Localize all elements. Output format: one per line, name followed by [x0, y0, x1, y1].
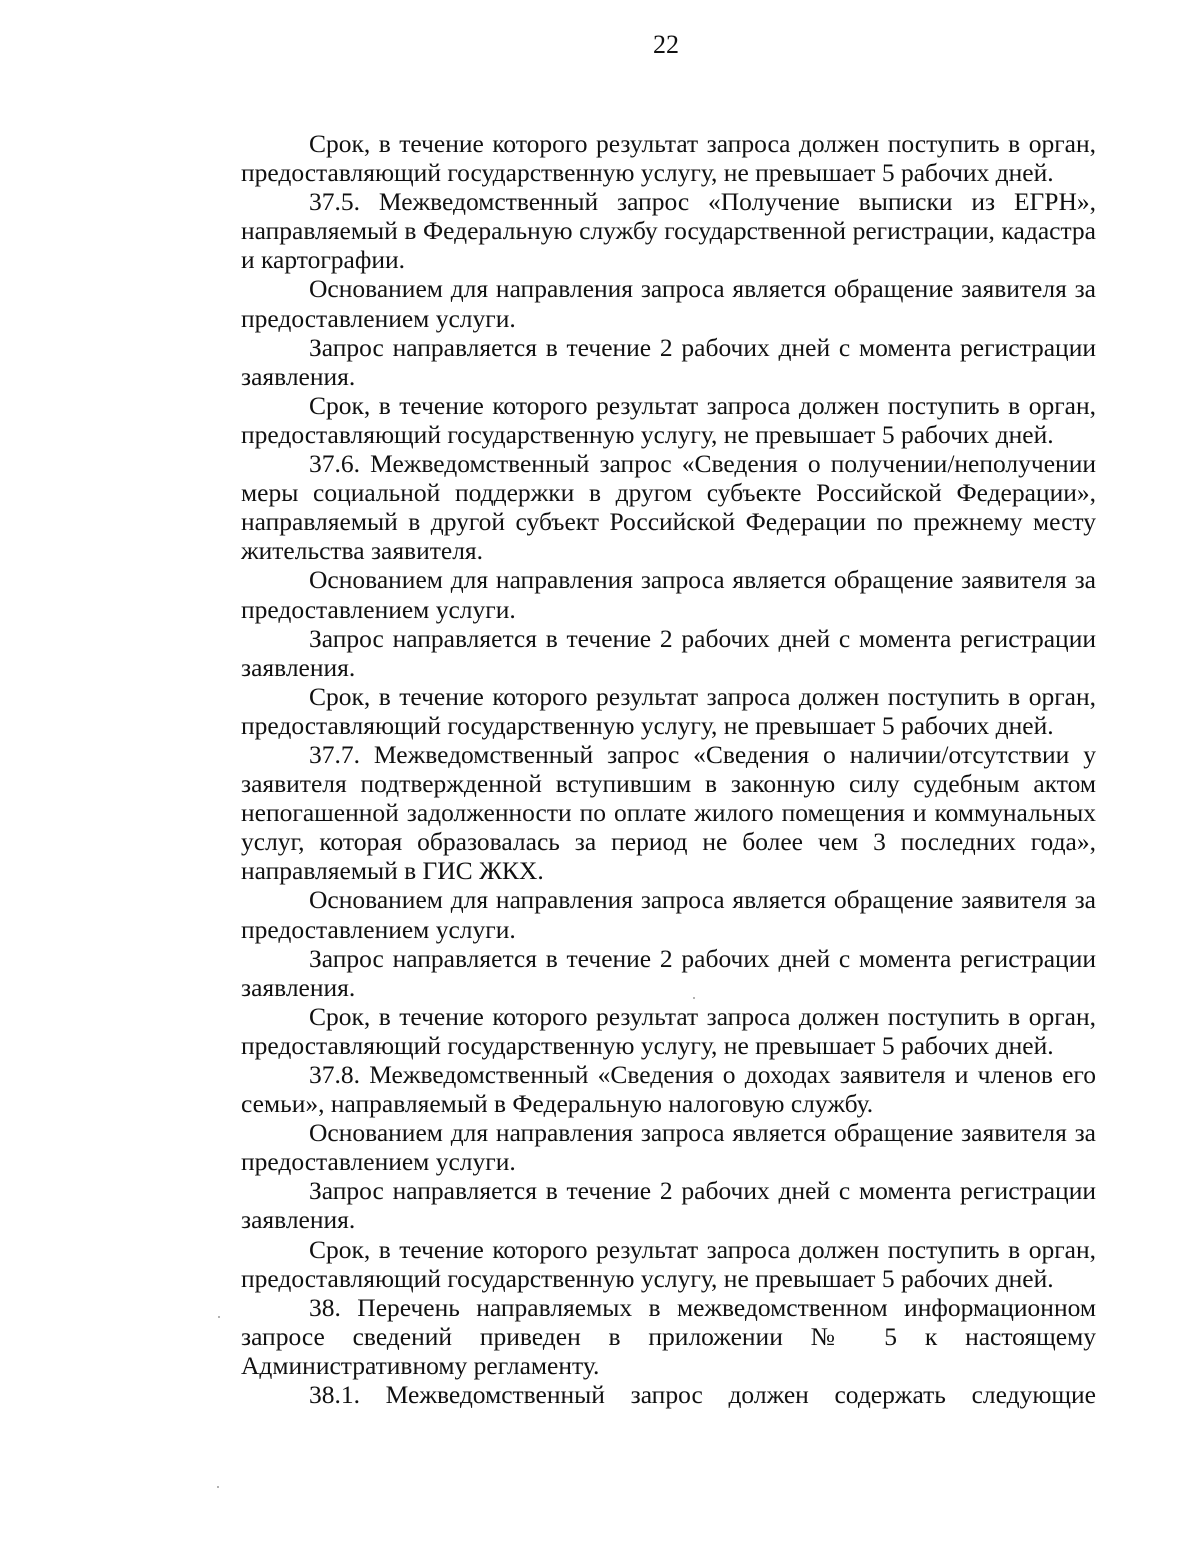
paragraph-deadline-2: Срок, в течение которого результат запроса должен поступить в орган, предоставляющий государственную услугу, не превышает 5 рабочих дней.: [241, 390, 1096, 449]
scan-speck: [217, 1486, 219, 1488]
paragraph-basis-1: Основанием для направления запроса является обращение заявителя за предоставлением услуги.: [241, 274, 1096, 333]
paragraph-deadline-5: Срок, в течение которого результат запроса должен поступить в орган, предоставляющий государственную услугу, не превышает 5 рабочих дней.: [241, 1234, 1096, 1293]
paragraph-timing-1: Запрос направляется в течение 2 рабочих дней с момента регистрации заявления.: [241, 332, 1096, 391]
paragraph-timing-4: Запрос направляется в течение 2 рабочих дней с момента регистрации заявления.: [241, 1176, 1096, 1235]
paragraph-basis-3: Основанием для направления запроса является обращение заявителя за предоставлением услуги.: [241, 885, 1096, 944]
paragraph-38-1: 38.1. Межведомственный запрос должен содержать следующие: [309, 1380, 1096, 1410]
paragraph-timing-3: Запрос направляется в течение 2 рабочих дней с момента регистрации заявления.: [241, 943, 1096, 1002]
paragraph-basis-2: Основанием для направления запроса является обращение заявителя за предоставлением услуги.: [241, 565, 1096, 624]
scan-speck: [693, 997, 695, 999]
paragraph-37-6: 37.6. Межведомственный запрос «Сведения о получении/неполучении меры социальной поддержки в другом субъекте Российской Федерации», направляемый в другой субъект Российской Федерации по прежнему месту жительства заявителя.: [241, 449, 1096, 566]
paragraph-deadline-1: Срок, в течение которого результат запроса должен поступить в орган, предоставляющий государственную услугу, не превышает 5 рабочих дней.: [241, 129, 1096, 188]
paragraph-37-5: 37.5. Межведомственный запрос «Получение выписки из ЕГРН», направляемый в Федеральную службу государственной регистрации, кадастра и картографии.: [241, 187, 1096, 275]
paragraph-38: 38. Перечень направляемых в межведомственном информационном запросе сведений приведен в приложении № 5 к настоящему Административному регламенту.: [241, 1292, 1096, 1380]
page-number: 22: [653, 30, 679, 59]
paragraph-deadline-4: Срок, в течение которого результат запроса должен поступить в орган, предоставляющий государственную услугу, не превышает 5 рабочих дней.: [241, 1001, 1096, 1060]
paragraph-37-7: 37.7. Межведомственный запрос «Сведения о наличии/отсутствии у заявителя подтвержденной вступившим в законную силу судебным актом непогашенной задолженности по оплате жилого помещения и коммунальных услуг, которая образовалась за период не более чем 3 последних года», направляемый в ГИС ЖКХ.: [241, 739, 1096, 886]
paragraph-timing-2: Запрос направляется в течение 2 рабочих дней с момента регистрации заявления.: [241, 623, 1096, 682]
document-body: [241, 129, 1096, 1409]
paragraph-37-8: 37.8. Межведомственный «Сведения о доходах заявителя и членов его семьи», направляемый в Федеральную налоговую службу.: [241, 1060, 1096, 1119]
paragraph-basis-4: Основанием для направления запроса является обращение заявителя за предоставлением услуги.: [241, 1118, 1096, 1177]
paragraph-deadline-3: Срок, в течение которого результат запроса должен поступить в орган, предоставляющий государственную услугу, не превышает 5 рабочих дней.: [241, 681, 1096, 740]
scan-speck: [218, 1316, 220, 1318]
